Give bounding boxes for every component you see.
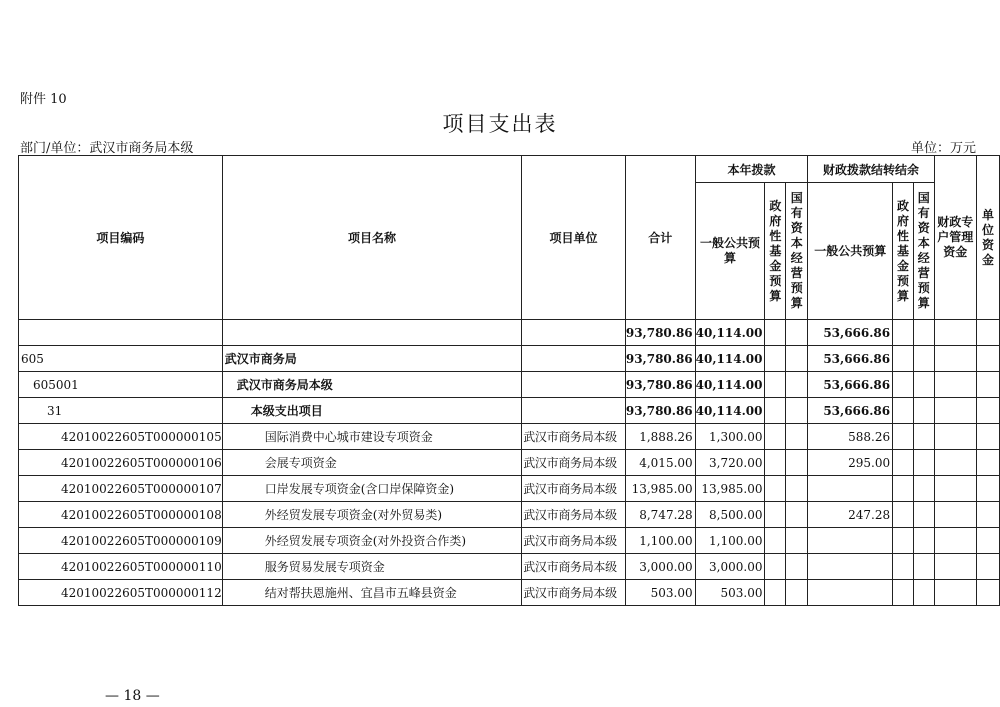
cell-unit: [522, 398, 626, 424]
header-name: 项目名称: [222, 156, 522, 320]
cell-uf: [976, 554, 999, 580]
cell-total: 1,100.00: [625, 528, 695, 554]
header-carry-general-public: 一般公共预算: [808, 183, 893, 320]
cell-gp: 503.00: [695, 580, 765, 606]
cell-sc: [786, 424, 808, 450]
header-carryover: 财政拨款结转结余: [808, 156, 934, 183]
cell-cgp: [808, 554, 893, 580]
cell-uf: [976, 502, 999, 528]
cell-total: 93,780.86: [625, 372, 695, 398]
cell-csc: [913, 424, 934, 450]
cell-unit: 武汉市商务局本级: [522, 528, 626, 554]
cell-cgf: [893, 346, 914, 372]
cell-uf: [976, 346, 999, 372]
cell-total: 93,780.86: [625, 320, 695, 346]
cell-smf: [934, 528, 976, 554]
table-row: [19, 450, 1000, 476]
cell-name: 服务贸易发展专项资金: [222, 554, 522, 580]
cell-csc: [913, 476, 934, 502]
cell-csc: [913, 320, 934, 346]
cell-smf: [934, 372, 976, 398]
table-row: [19, 424, 1000, 450]
table-row: [19, 554, 1000, 580]
cell-cgp: [808, 528, 893, 554]
cell-smf: [934, 424, 976, 450]
cell-cgp: 53,666.86: [808, 372, 893, 398]
cell-cgf: [893, 320, 914, 346]
cell-uf: [976, 476, 999, 502]
cell-cgf: [893, 424, 914, 450]
header-current-year: 本年拨款: [695, 156, 808, 183]
header-general-public-budget: 一般公共预算: [695, 183, 765, 320]
header-state-capital-budget: 国有资本经营预算: [786, 183, 808, 320]
cell-smf: [934, 554, 976, 580]
cell-gp: 40,114.00: [695, 398, 765, 424]
cell-sc: [786, 320, 808, 346]
cell-unit: [522, 346, 626, 372]
cell-gf: [765, 450, 786, 476]
cell-gf: [765, 320, 786, 346]
cell-code: 42010022605T000000109: [19, 528, 223, 554]
cell-gp: 40,114.00: [695, 320, 765, 346]
cell-name: 外经贸发展专项资金(对外贸易类): [222, 502, 522, 528]
cell-cgp: [808, 580, 893, 606]
cell-unit: 武汉市商务局本级: [522, 424, 626, 450]
cell-unit: 武汉市商务局本级: [522, 450, 626, 476]
cell-code: 42010022605T000000108: [19, 502, 223, 528]
cell-gf: [765, 398, 786, 424]
cell-cgf: [893, 476, 914, 502]
header-total: 合计: [625, 156, 695, 320]
cell-code: 42010022605T000000112: [19, 580, 223, 606]
cell-cgf: [893, 528, 914, 554]
cell-code: 605001: [19, 372, 223, 398]
cell-cgp: 247.28: [808, 502, 893, 528]
cell-sc: [786, 554, 808, 580]
cell-unit: 武汉市商务局本级: [522, 502, 626, 528]
cell-uf: [976, 580, 999, 606]
cell-csc: [913, 554, 934, 580]
cell-unit: [522, 320, 626, 346]
cell-cgp: 588.26: [808, 424, 893, 450]
table-row: [19, 398, 1000, 424]
cell-unit: 武汉市商务局本级: [522, 554, 626, 580]
cell-gp: 13,985.00: [695, 476, 765, 502]
cell-gp: 40,114.00: [695, 372, 765, 398]
cell-gp: 3,000.00: [695, 554, 765, 580]
cell-sc: [786, 502, 808, 528]
cell-gf: [765, 528, 786, 554]
attachment-label: 附件 10: [20, 92, 67, 107]
cell-csc: [913, 372, 934, 398]
cell-gf: [765, 476, 786, 502]
cell-gf: [765, 424, 786, 450]
cell-cgf: [893, 554, 914, 580]
cell-total: 13,985.00: [625, 476, 695, 502]
cell-gf: [765, 554, 786, 580]
cell-name: 外经贸发展专项资金(对外投资合作类): [222, 528, 522, 554]
cell-gf: [765, 346, 786, 372]
cell-uf: [976, 424, 999, 450]
cell-sc: [786, 346, 808, 372]
cell-cgp: 53,666.86: [808, 398, 893, 424]
cell-total: 8,747.28: [625, 502, 695, 528]
cell-gp: 3,720.00: [695, 450, 765, 476]
cell-code: 31: [19, 398, 223, 424]
cell-uf: [976, 450, 999, 476]
cell-total: 93,780.86: [625, 398, 695, 424]
cell-cgp: 53,666.86: [808, 320, 893, 346]
table-row: [19, 346, 1000, 372]
cell-unit: [522, 372, 626, 398]
cell-gf: [765, 502, 786, 528]
cell-cgf: [893, 372, 914, 398]
cell-gp: 8,500.00: [695, 502, 765, 528]
cell-cgf: [893, 502, 914, 528]
cell-code: 42010022605T000000106: [19, 450, 223, 476]
cell-name: 武汉市商务局: [222, 346, 522, 372]
cell-unit: 武汉市商务局本级: [522, 476, 626, 502]
cell-sc: [786, 450, 808, 476]
cell-sc: [786, 580, 808, 606]
cell-smf: [934, 580, 976, 606]
department-label: 部门/单位：武汉市商务局本级: [20, 141, 194, 156]
cell-smf: [934, 398, 976, 424]
cell-sc: [786, 398, 808, 424]
cell-total: 3,000.00: [625, 554, 695, 580]
cell-cgp: [808, 476, 893, 502]
cell-name: 口岸发展专项资金(含口岸保障资金): [222, 476, 522, 502]
cell-gp: 40,114.00: [695, 346, 765, 372]
cell-name: 武汉市商务局本级: [222, 372, 522, 398]
header-special-mgmt-fund: 财政专户管理资金: [934, 156, 976, 320]
cell-sc: [786, 528, 808, 554]
unit-label: 单位：万元: [910, 141, 976, 156]
cell-smf: [934, 476, 976, 502]
cell-cgf: [893, 450, 914, 476]
cell-code: 42010022605T000000107: [19, 476, 223, 502]
cell-code: [19, 320, 223, 346]
header-unit-fund: 单位资金: [976, 156, 999, 320]
cell-name: 本级支出项目: [222, 398, 522, 424]
cell-uf: [976, 528, 999, 554]
cell-code: 605: [19, 346, 223, 372]
table-row: [19, 502, 1000, 528]
cell-uf: [976, 320, 999, 346]
cell-csc: [913, 450, 934, 476]
cell-total: 93,780.86: [625, 346, 695, 372]
table-row: [19, 320, 1000, 346]
cell-csc: [913, 398, 934, 424]
cell-gf: [765, 580, 786, 606]
cell-uf: [976, 398, 999, 424]
cell-csc: [913, 580, 934, 606]
cell-cgf: [893, 580, 914, 606]
page-number: — 18 —: [105, 688, 160, 704]
cell-name: [222, 320, 522, 346]
header-code: 项目编码: [19, 156, 223, 320]
header-carry-state-capital: 国有资本经营预算: [913, 183, 934, 320]
cell-smf: [934, 346, 976, 372]
header-carry-gov-fund: 政府性基金预算: [893, 183, 914, 320]
cell-name: 会展专项资金: [222, 450, 522, 476]
cell-total: 503.00: [625, 580, 695, 606]
cell-gf: [765, 372, 786, 398]
table-row: [19, 580, 1000, 606]
page-title: 项目支出表: [442, 112, 558, 136]
cell-gp: 1,100.00: [695, 528, 765, 554]
table-row: [19, 372, 1000, 398]
cell-smf: [934, 450, 976, 476]
cell-sc: [786, 372, 808, 398]
cell-code: 42010022605T000000110: [19, 554, 223, 580]
cell-name: 国际消费中心城市建设专项资金: [222, 424, 522, 450]
cell-gp: 1,300.00: [695, 424, 765, 450]
cell-total: 1,888.26: [625, 424, 695, 450]
cell-csc: [913, 346, 934, 372]
cell-cgp: 53,666.86: [808, 346, 893, 372]
cell-total: 4,015.00: [625, 450, 695, 476]
table-row: [19, 528, 1000, 554]
cell-sc: [786, 476, 808, 502]
header-unit: 项目单位: [522, 156, 626, 320]
cell-csc: [913, 528, 934, 554]
cell-cgp: 295.00: [808, 450, 893, 476]
cell-name: 结对帮扶恩施州、宜昌市五峰县资金: [222, 580, 522, 606]
cell-csc: [913, 502, 934, 528]
cell-code: 42010022605T000000105: [19, 424, 223, 450]
cell-smf: [934, 502, 976, 528]
cell-uf: [976, 372, 999, 398]
project-expenditure-table: [18, 155, 1000, 606]
cell-smf: [934, 320, 976, 346]
cell-unit: 武汉市商务局本级: [522, 580, 626, 606]
header-gov-fund-budget: 政府性基金预算: [765, 183, 786, 320]
table-row: [19, 476, 1000, 502]
cell-cgf: [893, 398, 914, 424]
